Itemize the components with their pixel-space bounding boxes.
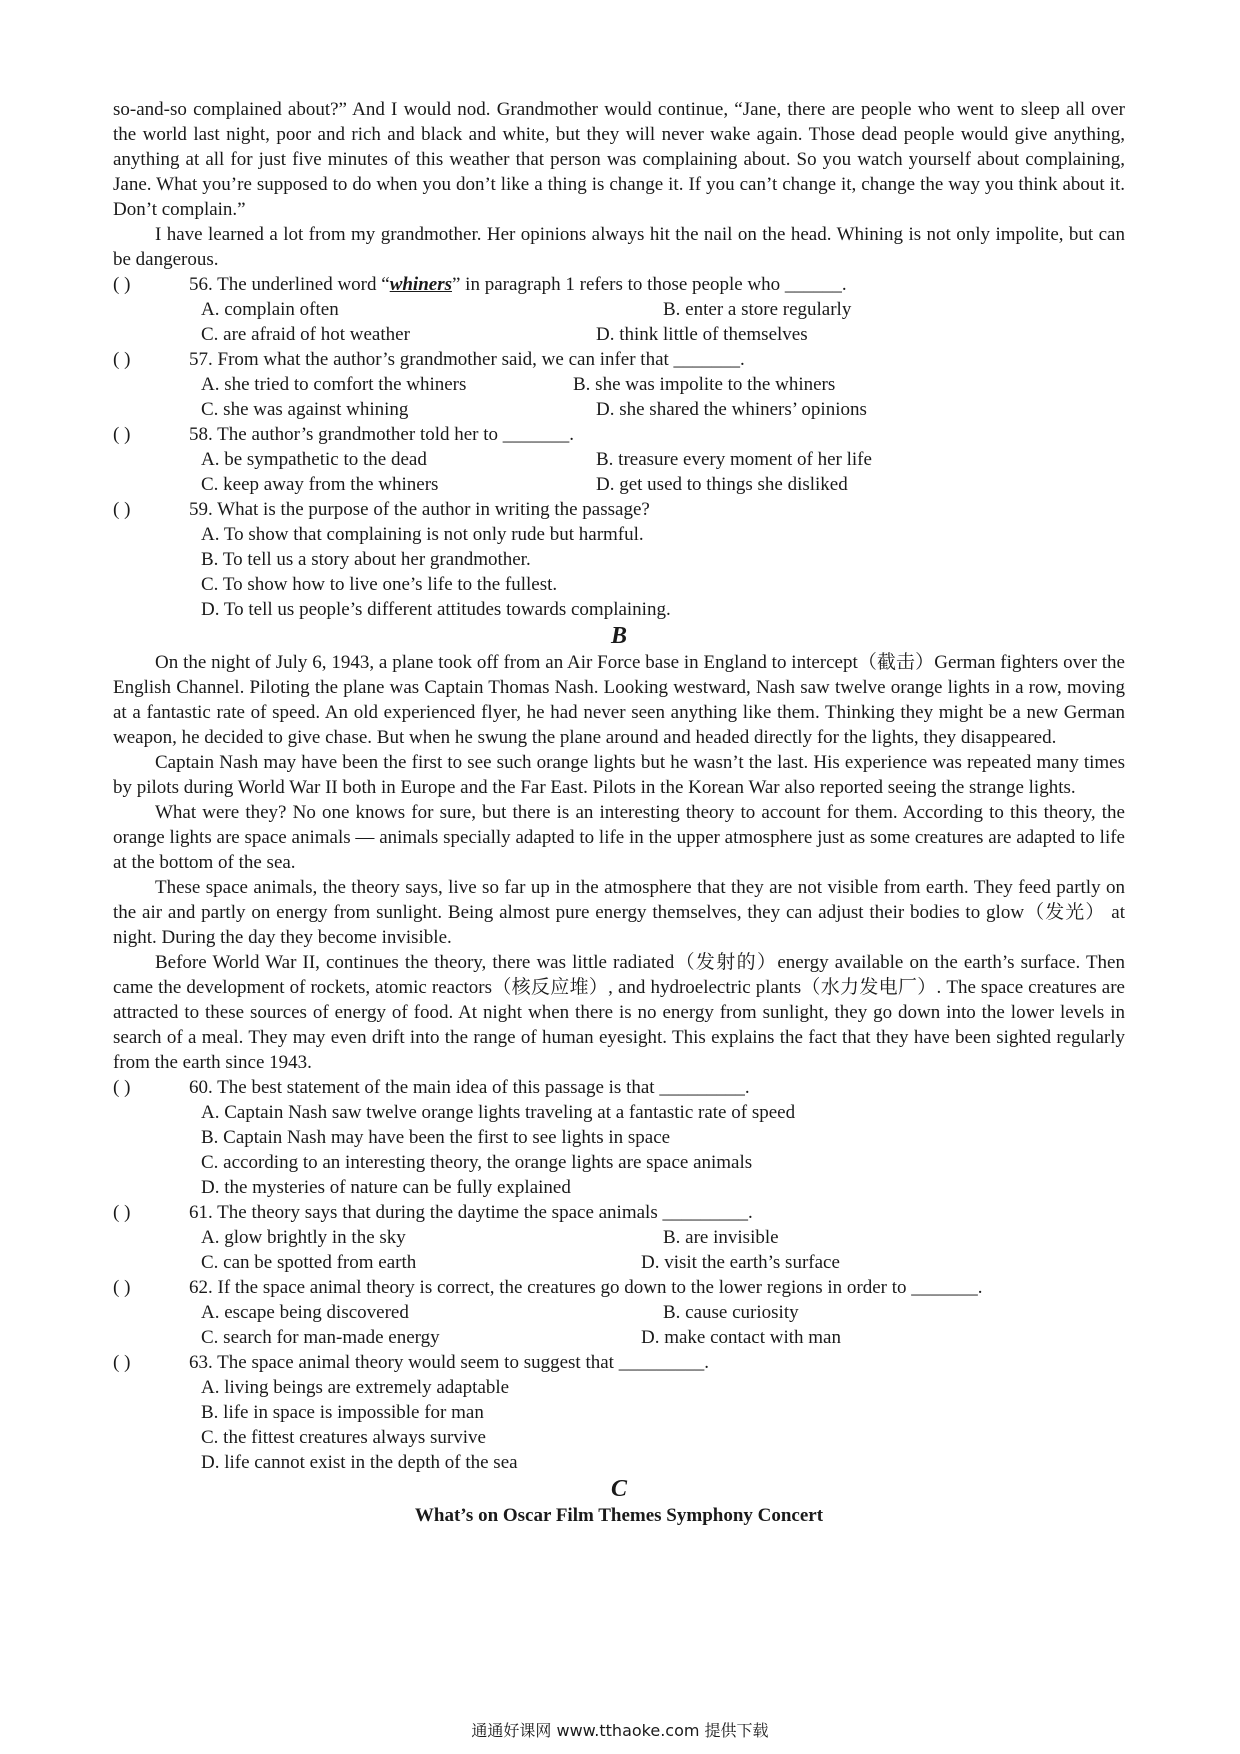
question-63 bbox=[113, 1350, 1125, 1475]
option-d: D. visit the earth’s surface bbox=[641, 1252, 840, 1273]
option-c: C. can be spotted from earth bbox=[201, 1252, 417, 1273]
question-stem: 58. The author’s grandmother told her to _______. bbox=[189, 424, 575, 445]
question-62 bbox=[113, 1275, 1125, 1350]
option-d: D. life cannot exist in the depth of the sea bbox=[201, 1452, 518, 1473]
option-a: A. Captain Nash saw twelve orange lights traveling at a fantastic rate of speed bbox=[201, 1102, 796, 1123]
question-60 bbox=[113, 1075, 1125, 1200]
passage-b-paragraph: On the night of July 6, 1943, a plane took off from an Air Force base in England to intercept（截击）German fighters over the English Channel. Piloting the plane was Captain Thomas Nash. Looking westward, Nash saw twelve orange lights in a row, moving at a fantastic rate of speed. An old experienced flyer, he had never seen anything like them. Thinking they might be a new German weapon, he decided to give chase. But when he swung the plane around and headed directly for the lights, they disappeared. bbox=[113, 652, 1125, 748]
option-a: A. living beings are extremely adaptable bbox=[201, 1377, 510, 1398]
question-stem: 59. What is the purpose of the author in writing the passage? bbox=[189, 499, 650, 520]
passage-b-paragraph: Captain Nash may have been the first to see such orange lights but he wasn’t the last. His experience was repeated many times by pilots during World War II both in Europe and the Far East. Pilots in the Korean War also reported seeing the strange lights. bbox=[113, 752, 1125, 798]
option-b: B. she was impolite to the whiners bbox=[573, 374, 836, 395]
question-stem: 61. The theory says that during the daytime the space animals _________. bbox=[189, 1202, 753, 1223]
passage-a-paragraph: I have learned a lot from my grandmother. Her opinions always hit the nail on the head. Whining is not only impolite, but can be dangerous. bbox=[113, 224, 1125, 270]
option-a: A. To show that complaining is not only rude but harmful. bbox=[201, 524, 644, 545]
option-d: D. think little of themselves bbox=[596, 324, 808, 345]
option-d: D. make contact with man bbox=[641, 1327, 841, 1348]
question-56 bbox=[113, 272, 1125, 347]
option-c: C. keep away from the whiners bbox=[201, 474, 439, 495]
section-c-heading: C bbox=[610, 1476, 627, 1502]
passage-a-paragraph: so-and-so complained about?” And I would nod. Grandmother would continue, “Jane, there are people who went to sleep all over the world last night, poor and rich and black and white, but they will never wake again. Those dead people would give anything, anything at all for just five minutes of this weather that person was complaining about. So you watch yourself about complaining, Jane. What you’re supposed to do when you don’t like a thing is change it. If you can’t change it, change the way you think about it. Don’t complain.” bbox=[113, 99, 1125, 220]
option-c: C. are afraid of hot weather bbox=[201, 324, 410, 345]
section-b-heading: B bbox=[610, 623, 627, 649]
option-c: C. the fittest creatures always survive bbox=[201, 1427, 486, 1448]
option-b: B. life in space is impossible for man bbox=[201, 1402, 484, 1423]
option-b: B. Captain Nash may have been the first to see lights in space bbox=[201, 1127, 671, 1148]
exam-page bbox=[113, 97, 1125, 1529]
question-stem: 60. The best statement of the main idea of this passage is that _________. bbox=[189, 1077, 750, 1098]
question-stem: 56. The underlined word “whiners” in paragraph 1 refers to those people who ______. bbox=[189, 274, 847, 295]
option-d: D. she shared the whiners’ opinions bbox=[596, 399, 867, 420]
option-a: A. glow brightly in the sky bbox=[201, 1227, 406, 1248]
question-61 bbox=[113, 1200, 1125, 1275]
option-a: A. complain often bbox=[201, 299, 339, 320]
answer-blank: ( ) bbox=[113, 1277, 131, 1298]
option-a: A. escape being discovered bbox=[201, 1302, 409, 1323]
option-d: D. the mysteries of nature can be fully explained bbox=[201, 1177, 571, 1198]
option-b: B. To tell us a story about her grandmother. bbox=[201, 549, 531, 570]
answer-blank: ( ) bbox=[113, 1202, 131, 1223]
passage-b-paragraph: Before World War II, continues the theory, there was little radiated（发射的）energy available on the earth’s surface. Then came the development of rockets, atomic reactors（核反应堆）, and hydroelectric plants（水力发电厂）. The space creatures are attracted to these sources of energy of food. At night when there is no energy from sunlight, they go down into the lower levels in search of a meal. They may even drift into the range of human eyesight. This explains the fact that they have been sighted regularly from the earth since 1943. bbox=[113, 952, 1125, 1073]
answer-blank: ( ) bbox=[113, 499, 131, 520]
option-b: B. cause curiosity bbox=[663, 1302, 799, 1323]
option-d: D. get used to things she disliked bbox=[596, 474, 848, 495]
passage-b-paragraph: What were they? No one knows for sure, but there is an interesting theory to account for them. According to this theory, the orange lights are space animals — animals specially adapted to life in the upper atmosphere just as some creatures are adapted to life at the bottom of the sea. bbox=[113, 802, 1125, 873]
option-c: C. she was against whining bbox=[201, 399, 409, 420]
answer-blank: ( ) bbox=[113, 274, 131, 295]
option-b: B. are invisible bbox=[663, 1227, 779, 1248]
answer-blank: ( ) bbox=[113, 424, 131, 445]
option-a: A. she tried to comfort the whiners bbox=[201, 374, 467, 395]
question-stem: 63. The space animal theory would seem to suggest that _________. bbox=[189, 1352, 709, 1373]
option-c: C. according to an interesting theory, the orange lights are space animals bbox=[201, 1152, 753, 1173]
option-b: B. enter a store regularly bbox=[663, 299, 852, 320]
section-c-title: What’s on Oscar Film Themes Symphony Concert bbox=[414, 1505, 824, 1526]
page-footer: 通通好课网 www.tthaoke.com 提供下载 bbox=[471, 1721, 769, 1740]
answer-blank: ( ) bbox=[113, 1352, 131, 1373]
question-58 bbox=[113, 422, 1125, 497]
answer-blank: ( ) bbox=[113, 1077, 131, 1098]
question-stem: 62. If the space animal theory is correct, the creatures go down to the lower regions in order to _______. bbox=[189, 1277, 983, 1298]
option-b: B. treasure every moment of her life bbox=[596, 449, 872, 470]
passage-b-paragraph: These space animals, the theory says, live so far up in the atmosphere that they are not visible from earth. They feed partly on the air and partly on energy from sunlight. Being almost pure energy themselves, they can adjust their bodies to glow（发光） at night. During the day they become invisible. bbox=[113, 877, 1125, 948]
option-c: C. To show how to live one’s life to the fullest. bbox=[201, 574, 558, 595]
option-d: D. To tell us people’s different attitudes towards complaining. bbox=[201, 599, 671, 620]
underlined-word: whiners bbox=[389, 274, 452, 295]
question-59 bbox=[113, 497, 1125, 622]
option-c: C. search for man-made energy bbox=[201, 1327, 440, 1348]
answer-blank: ( ) bbox=[113, 349, 131, 370]
option-a: A. be sympathetic to the dead bbox=[201, 449, 427, 470]
question-57 bbox=[113, 347, 1125, 422]
question-stem: 57. From what the author’s grandmother said, we can infer that _______. bbox=[189, 349, 745, 370]
